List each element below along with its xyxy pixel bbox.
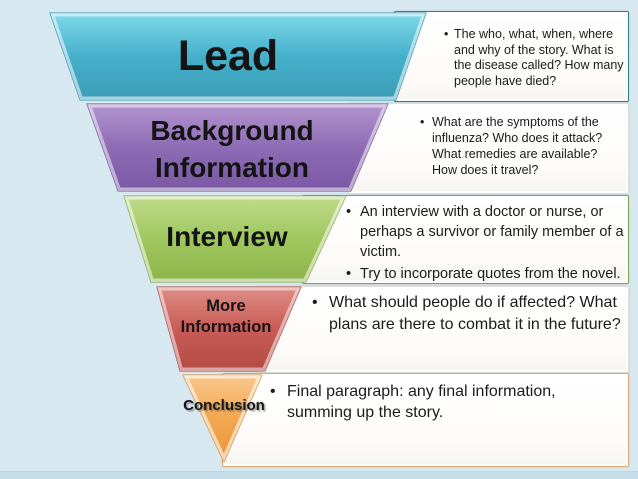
bullet-text: What should people do if affected? What plans are there to combat it in the future? (329, 294, 621, 333)
bullet-icon: • (346, 204, 352, 220)
bullet-item (444, 27, 625, 89)
segment-label-conclusion: Conclusion (183, 397, 265, 414)
bullet-list-background (420, 114, 622, 178)
bullet-list-more-information (312, 292, 626, 335)
segment-label-background: Background Information (150, 115, 314, 183)
bullet-item (270, 381, 612, 423)
bullet-item (420, 114, 622, 178)
bullet-text: An interview with a doctor or nurse, or perhaps a survivor or family member of a victim. (360, 204, 624, 260)
bullet-item (346, 264, 624, 284)
bullet-text: Final paragraph: any final information, summing up the story. (287, 383, 556, 421)
bullet-text: Try to incorporate quotes from the novel. (360, 266, 621, 282)
bullet-icon: • (346, 266, 352, 282)
segment-label-lead: Lead (177, 32, 279, 80)
segment-label-interview: Interview (166, 221, 288, 252)
bullet-item (346, 202, 624, 262)
bullet-icon: • (420, 115, 425, 129)
bullet-icon: • (270, 383, 276, 400)
bullet-text: The who, what, when, where and why of the story. What is the disease called? How many people have died? (454, 27, 624, 88)
bullet-list-conclusion (270, 381, 612, 423)
bullet-item (312, 292, 626, 335)
bullet-text: What are the symptoms of the influenza? Who does it attack? What remedies are available? How does it travel? (432, 115, 603, 177)
bullet-list-lead (444, 27, 625, 89)
bullet-icon: • (312, 294, 318, 311)
funnel-segment-conclusion (183, 375, 262, 462)
segment-label-more-information: More Information (180, 297, 272, 336)
bullet-list-interview (346, 202, 624, 284)
bullet-icon: • (444, 27, 449, 41)
